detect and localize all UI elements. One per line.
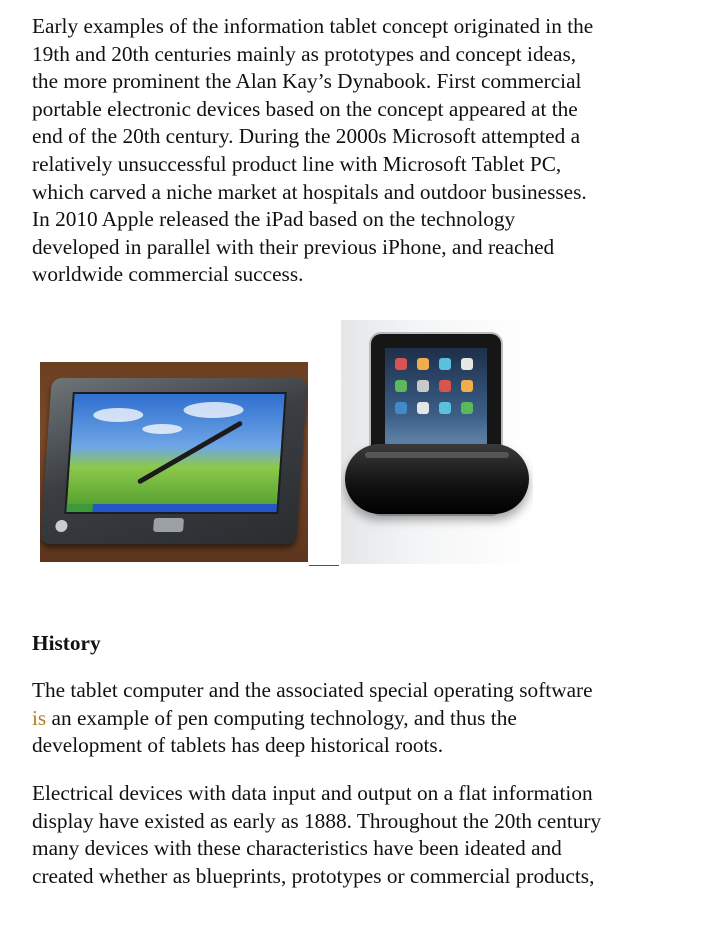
text-line: worldwide commercial success. <box>32 262 304 287</box>
text-line: display have existed as early as 1888. Throughout the 20th century <box>32 808 602 833</box>
text-line: 19th and 20th centuries mainly as prototypes and concept ideas, <box>32 41 577 66</box>
text-line: end of the 20th century. During the 2000s Microsoft attempted a <box>32 124 581 149</box>
text-line <box>32 705 712 733</box>
speaker-dock <box>345 444 529 514</box>
section-heading: History <box>32 631 101 655</box>
taskbar <box>66 504 277 512</box>
hyperlink-underline <box>309 565 339 566</box>
hinge <box>153 518 184 532</box>
start-button-icon <box>66 504 93 512</box>
text-line: the more prominent the Alan Kay’s Dynabook. First commercial <box>32 69 582 94</box>
text-line: portable electronic devices based on the concept appeared at the <box>32 96 578 121</box>
history-paragraph-2 <box>32 780 712 890</box>
text-line: which carved a niche market at hospitals and outdoor businesses. <box>32 179 587 204</box>
accent-word: is <box>32 705 47 730</box>
text-line: Electrical devices with data input and output on a flat information <box>32 781 593 805</box>
ipad-dock-photo <box>341 320 533 564</box>
logo-icon <box>55 520 68 532</box>
text-line: The tablet computer and the associated special operating software <box>32 678 593 702</box>
tablet-pc-screen <box>64 392 287 514</box>
text-line: In 2010 Apple released the iPad based on the technology <box>32 207 516 232</box>
text-line: relatively unsuccessful product line with Microsoft Tablet PC, <box>32 151 562 176</box>
text-segment: an example of pen computing technology, and thus the <box>46 705 517 730</box>
text-line: created whether as blueprints, prototypes or commercial products, <box>32 863 595 888</box>
text-line: many devices with these characteristics have been ideated and <box>32 836 562 861</box>
tablet-pc-photo <box>40 362 308 562</box>
text-line: development of tablets has deep historical roots. <box>32 733 444 758</box>
text-line: Early examples of the information tablet concept originated in the <box>32 14 594 38</box>
text-line: developed in parallel with their previous iPhone, and reached <box>32 234 555 259</box>
history-paragraph-1 <box>32 677 712 760</box>
intro-paragraph <box>32 13 712 289</box>
